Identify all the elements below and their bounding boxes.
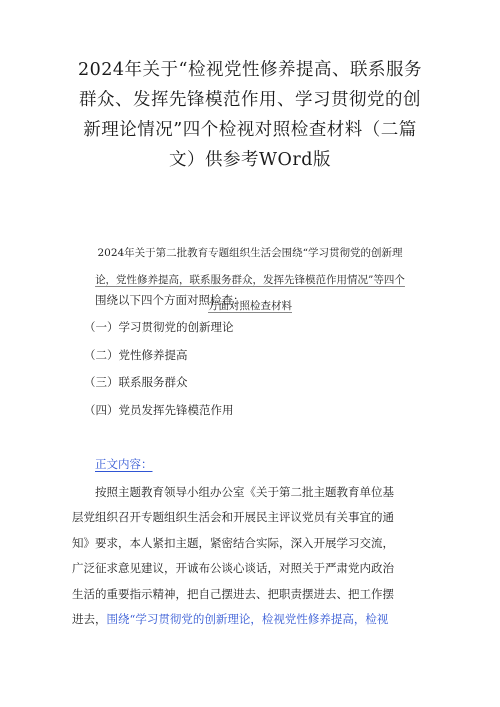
body-line: 生活的重要指示精神，把自己摆进去、把职责摆进去、把工作摆 (72, 586, 394, 601)
list-item: （一）学习贯彻党的创新理论 (84, 320, 234, 334)
title-line: 群众、发挥先锋模范作用、学习贯彻党的创 (79, 90, 421, 110)
body-line: 按照主题教育领导小组办公室《关于第二批主题教育单位基 (95, 485, 394, 499)
body-line-prefix: 进去， (72, 612, 107, 627)
body-line: 广泛征求意见建议，开诚布公谈心谈话，对照关于严肃党内政治 (72, 561, 394, 576)
list-item: （二）党性修养提高 (84, 347, 188, 362)
body-highlight-text: 围绕“学习贯彻党的创新理论，检视党性修养提高，检视 (106, 612, 389, 627)
title-line: 2024年关于“检视党性修养提高、联系服务 (78, 60, 422, 80)
body-content-link[interactable]: 正文内容： (95, 457, 153, 471)
body-paragraph (72, 480, 432, 632)
subheading-line: 方面对照检查材料 (208, 300, 292, 312)
list-item: （四）党员发挥先锋模范作用 (84, 402, 234, 417)
document-title (50, 55, 450, 175)
subheading-line: 2024年关于第二批教育专题组织生活会围绕“学习贯彻党的创新理 (97, 247, 403, 259)
list-item: （三）联系服务群众 (84, 375, 188, 389)
body-line-last (72, 607, 432, 632)
title-line: 文）供参考WOrd版 (169, 150, 331, 170)
title-line: 新理论情况”四个检视对照检查材料（二篇 (83, 120, 417, 140)
intro-text: 围绕以下四个方面对照检查： (95, 293, 245, 307)
subheading-line: 论，党性修养提高，联系服务群众，发挥先锋模范作用情况”等四个 (95, 273, 405, 286)
body-line: 层党组织召开专题组织生活会和开展民主评议党员有关事宜的通 (72, 510, 394, 525)
body-line: 知》要求，本人紧扣主题，紧密结合实际，深入开展学习交流， (72, 535, 394, 550)
check-aspects-list (84, 317, 234, 427)
